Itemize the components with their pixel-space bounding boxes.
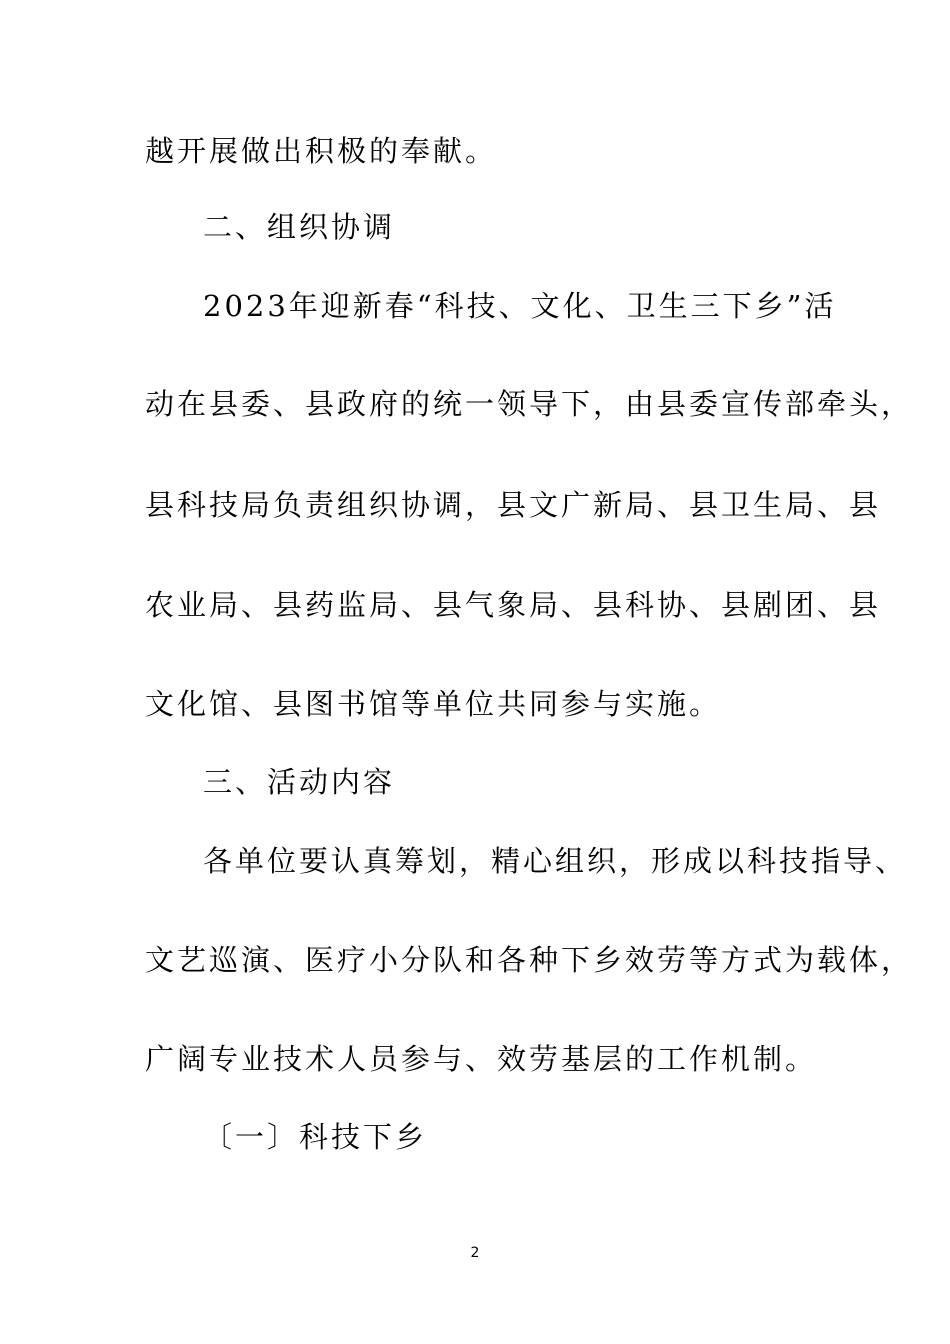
section-heading-activities: 三、活动内容 xyxy=(203,765,396,799)
page-number: 2 xyxy=(470,1245,480,1261)
paragraph-line: 县科技局负责组织协调，县文广新局、县卫生局、县 xyxy=(145,488,882,522)
paragraph-line: 文艺巡演、医疗小分队和各种下乡效劳等方式为载体， xyxy=(145,943,914,977)
section-heading-organization: 二、组织协调 xyxy=(203,210,396,244)
paragraph-line-continuation: 越开展做出积极的奉献。 xyxy=(145,134,498,168)
subsection-heading-technology: 〔一〕科技下乡 xyxy=(203,1120,428,1154)
paragraph-line: 各单位要认真筹划，精心组织，形成以科技指导、 xyxy=(203,844,908,878)
paragraph-line: 2023年迎新春“科技、文化、卫生三下乡”活 xyxy=(203,289,837,323)
paragraph-line: 文化馆、县图书馆等单位共同参与实施。 xyxy=(145,687,722,721)
paragraph-line: 农业局、县药监局、县气象局、县科协、县剧团、县 xyxy=(145,588,882,622)
paragraph-line: 广阔专业技术人员参与、效劳基层的工作机制。 xyxy=(145,1042,818,1076)
paragraph-line: 动在县委、县政府的统一领导下，由县委宣传部牵头， xyxy=(145,387,914,421)
